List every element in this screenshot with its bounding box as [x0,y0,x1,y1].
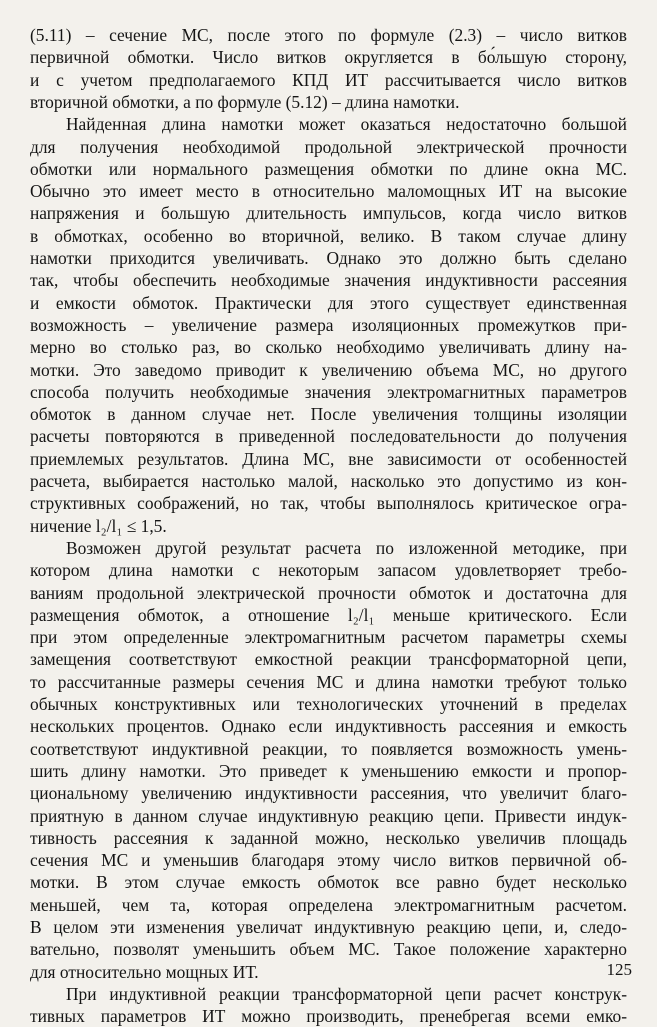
text-line: обмоток в данном случае нет. После увеличения толщины изоляции [30,404,627,425]
text-line: способа получить необходимые значения электромагнитных параметров [30,381,627,402]
text-line: расчеты повторяются в приведенной последовательности до получения [30,426,627,447]
text-line: сечения МС и уменьшив благодаря этому число витков первичной об- [30,850,627,871]
text-line: для относительно мощных ИТ. [30,961,259,982]
text-line: ваниям продольной электрической прочности обмоток и достаточна для [30,582,627,603]
text-line: приемлемых результатов. Длина МС, вне зависимости от особенностей [30,448,627,469]
text-line: ничение l₂/l₁ ≤ 1,5. [30,515,167,536]
text-line: обмотки или нормального размещения обмотки по длине окна МС. [30,158,627,179]
text-line: котором длина намотки с некоторым запасом удовлетворяет требо- [30,560,627,581]
text-line: так, чтобы обеспечить необходимые значения индуктивности рассеяния [30,270,627,291]
text-line: напряжения и большую длительность импульсов, когда число витков [30,203,627,224]
text-line: в обмотках, особенно во вторичной, велико. В таком случае длину [30,225,627,246]
text-line: (5.11) – сечение МС, после этого по формуле (2.3) – число витков [30,25,627,45]
text-line: Возможен другой результат расчета по изложенной методике, при [66,537,627,558]
text-line: размещения обмоток, а отношение l₂/l₁ меньше критического. Если [30,604,627,625]
text-line: приятную в данном случае индуктивную реакцию цепи. Привести индук- [30,805,627,826]
text-line: то рассчитанные размеры сечения МС и длина намотки требуют только [30,671,627,692]
text-line: вторичной обмотки, а по формуле (5.12) – длина намотки. [30,91,460,112]
text-line: Обычно это имеет место в относительно маломощных ИТ на высокие [30,181,627,202]
page-number: 125 [606,960,632,979]
text-line: при этом определенные электромагнитным расчетом параметры схемы [30,627,627,648]
text-line: тивных параметров ИТ можно производить, пренебрегая всеми емко- [30,1006,627,1027]
text-line: мерно во столько раз, во сколько необходимо увеличивать длину на- [30,337,627,358]
text-line: меньшей, чем та, которая определена электромагнитным расчетом. [30,894,627,915]
text-line: вательно, позволят уменьшить объем МС. Такое положение характерно [30,939,627,960]
text-line: мотки. Это заведомо приводит к увеличению объема МС, но другого [30,359,627,380]
text-line: структивных соображений, но так, чтобы выполнялось критическое огра- [30,493,627,514]
text-line: возможность – увеличение размера изоляционных промежутков при- [30,314,627,335]
text-line: шить длину намотки. Это приведет к уменьшению емкости и пропор- [30,760,627,781]
text-line: При индуктивной реакции трансформаторной цепи расчет конструк- [66,983,627,1004]
text-line: и с учетом предполагаемого КПД ИТ рассчитывается число витков [30,69,627,90]
text-line: замещения соответствуют емкостной реакции трансформаторной цепи, [30,649,627,670]
text-line: расчета, выбирается настолько малой, насколько это допустимо из кон- [30,471,627,491]
text-line: В целом эти изменения увеличат индуктивную реакцию цепи, и, следо- [30,917,627,937]
text-line: Найденная длина намотки может оказаться недостаточно большой [66,114,627,135]
text-line: циональному увеличению индуктивности рассеяния, что увеличит благо- [30,783,627,804]
text-line: первичной обмотки. Число витков округляется в бо́льшую сторону, [30,47,627,68]
text-line: тивность рассеяния к заданной можно, несколько увеличив площадь [30,827,627,848]
text-line: и емкости обмоток. Практически для этого существует единственная [30,292,627,313]
text-line: соответствуют индуктивной реакции, то появляется возможность умень- [30,738,627,759]
text-line: обычных конструктивных или технологических уточнений в пределах [30,694,627,714]
text-line: намотки приходится увеличивать. Однако это должно быть сделано [30,248,627,268]
text-line: нескольких процентов. Однако если индуктивность рассеяния и емкость [30,716,627,737]
text-line: для получения необходимой продольной электрической прочности [30,136,627,157]
text-line: мотки. В этом случае емкость обмоток все равно будет несколько [30,872,627,893]
